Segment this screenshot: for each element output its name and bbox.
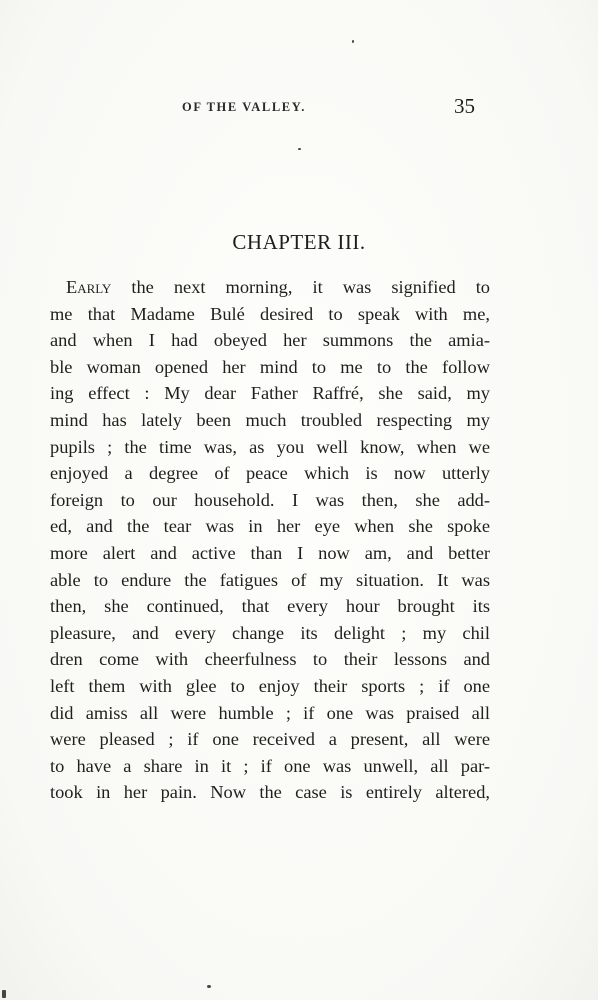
body-text	[50, 274, 490, 806]
text-line: foreign to our household. I was then, she add-	[50, 489, 490, 510]
text-line: were pleased ; if one received a present, all were	[50, 729, 490, 750]
ink-speck	[298, 148, 301, 150]
ink-speck	[352, 40, 354, 43]
text-line: did amiss all were humble ; if one was praised all	[50, 702, 490, 723]
text-line: then, she continued, that every hour brought its	[50, 596, 490, 617]
text-line-rest: the next morning, it was signified to	[111, 277, 490, 297]
text-line: enjoyed a degree of peace which is now utterly	[50, 463, 490, 484]
text-line: and when I had obeyed her summons the amia-	[50, 330, 490, 351]
running-title: OF THE VALLEY.	[182, 100, 306, 114]
running-head	[170, 94, 475, 118]
text-line: mind has lately been much troubled respecting my	[50, 409, 490, 430]
text-line: more alert and active than I now am, and better	[50, 542, 490, 563]
text-line: me that Madame Bulé desired to speak with me,	[50, 303, 490, 324]
text-line: ed, and the tear was in her eye when she spoke	[50, 516, 490, 537]
ink-speck	[2, 990, 6, 998]
drop-word: Early	[66, 277, 112, 297]
text-line: ble woman opened her mind to me to the follow	[50, 356, 490, 377]
text-line: pupils ; the time was, as you well know, when we	[50, 436, 490, 457]
text-line: dren come with cheerfulness to their lessons and	[50, 649, 490, 670]
page-number: 35	[454, 94, 475, 118]
text-line	[50, 274, 490, 301]
text-line: able to endure the fatigues of my situation. It was	[50, 569, 490, 590]
ink-speck	[207, 985, 211, 988]
text-line: to have a share in it ; if one was unwell, all par-	[50, 755, 490, 776]
text-line: ing effect : My dear Father Raffré, she said, my	[50, 383, 490, 404]
chapter-heading: CHAPTER III.	[232, 230, 366, 254]
text-line: took in her pain. Now the case is entirely altered,	[50, 782, 490, 803]
text-line: pleasure, and every change its delight ; my chil	[50, 622, 490, 643]
text-line: left them with glee to enjoy their sports ; if one	[50, 675, 490, 696]
